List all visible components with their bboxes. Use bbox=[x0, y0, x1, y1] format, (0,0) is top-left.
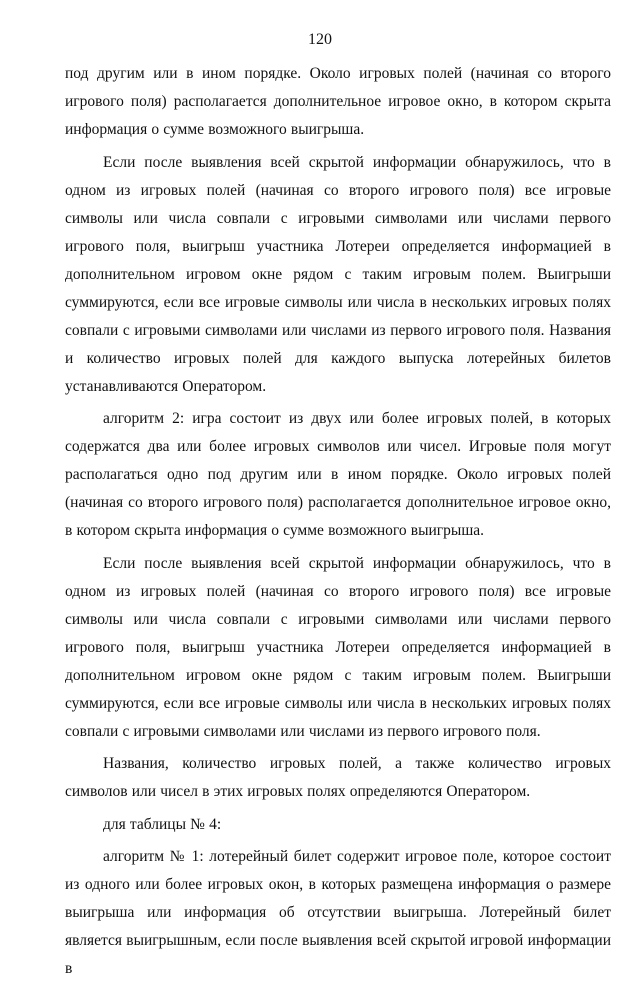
paragraph-win-condition-1: Если после выявления всей скрытой информации обнаружилось, что в одном из игровых полей (начиная со второго игрового поля) все игровые символы или числа совпали с игровыми символами или числами первого игрового поля, выигрыш участника Лотереи определяется информацией в дополнительном игровом окне рядом с таким игровым полем. Выигрыши суммируются, если все игровые символы или числа в нескольких игровых полях совпали с игровыми символами или числами из первого игрового поля. Названия и количество игровых полей для каждого выпуска лотерейных билетов устанавливаются Оператором. bbox=[65, 153, 611, 395]
paragraph-algorithm-2: алгоритм 2: игра состоит из двух или более игровых полей, в которых содержатся два или более игровых символов или чисел. Игровые поля могут располагаться одно под другим или в ином порядке. Около игровых полей (начиная со второго игрового поля) располагается дополнительное игровое окно, в котором скрыта информация о сумме возможного выигрыша. bbox=[65, 410, 611, 539]
paragraph-win-condition-2: Если после выявления всей скрытой информации обнаружилось, что в одном из игровых полей (начиная со второго игрового поля) все игровые символы или числа совпали с игровыми символами или числами первого игрового поля, выигрыш участника Лотереи определяется информацией в дополнительном игровом окне рядом с таким игровым полем. Выигрыши суммируются, если все игровые символы или числа в нескольких игровых полях совпали с игровыми символами или числами из первого игрового поля. bbox=[65, 554, 611, 740]
paragraph-continuation: под другим или в ином порядке. Около игровых полей (начиная со второго игрового поля) располагается дополнительное игровое окно, в котором скрыта информация о сумме возможного выигрыша. bbox=[65, 65, 611, 138]
page-number: 120 bbox=[308, 31, 332, 48]
document-body bbox=[65, 60, 611, 988]
paragraph-algorithm-1: алгоритм № 1: лотерейный билет содержит игровое поле, которое состоит из одного или более игровых окон, в которых размещена информация о размере выигрыша или информация об отсутствии выигрыша. Лотерейный билет является выигрышным, если после выявления всей скрытой игровой информации в bbox=[65, 848, 611, 977]
paragraph-table-4-heading: для таблицы № 4: bbox=[103, 815, 222, 833]
paragraph-field-names: Названия, количество игровых полей, а также количество игровых символов или чисел в этих игровых полях определяются Оператором. bbox=[65, 755, 611, 800]
